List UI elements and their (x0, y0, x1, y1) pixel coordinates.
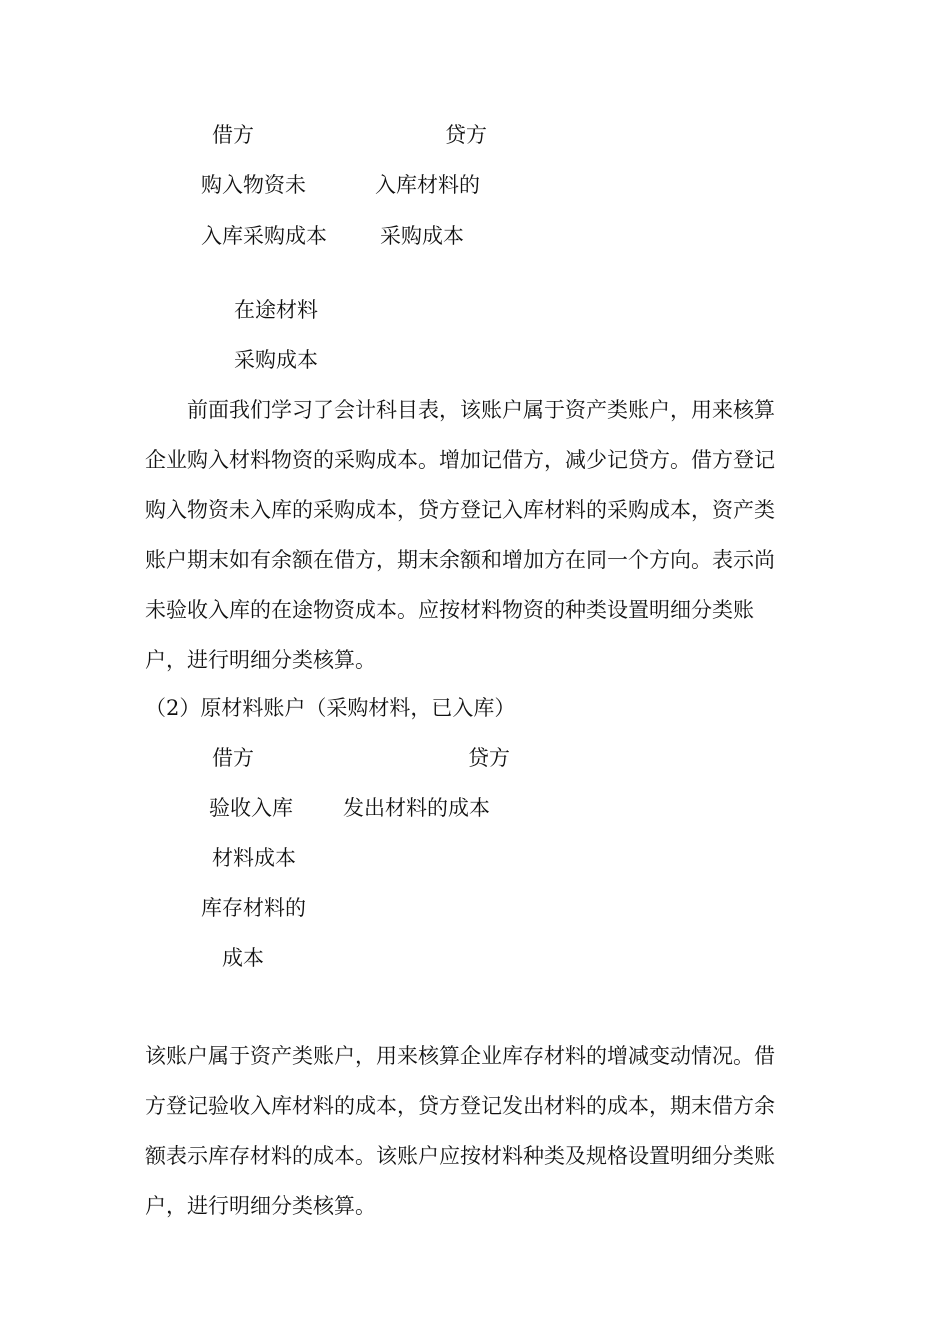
paragraph-2-line: 方登记验收入库材料的成本，贷方登记发出材料的成本，期末借方余 (145, 1094, 775, 1118)
t-account-1-debit-line1: 购入物资未 (201, 173, 306, 197)
paragraph-1-line: 前面我们学习了会计科目表，该账户属于资产类账户，用来核算 (145, 398, 775, 422)
paragraph-1-line: 购入物资未入库的采购成本，贷方登记入库材料的采购成本，资产类 (145, 498, 775, 522)
t-account-2-balance-line2: 成本 (222, 946, 264, 970)
paragraph-1-line: 账户期末如有余额在借方，期末余额和增加方在同一个方向。表示尚 (145, 548, 775, 572)
paragraph-1-line: 未验收入库的在途物资成本。应按材料物资的种类设置明细分类账 (145, 598, 754, 622)
paragraph-2-line: 户，进行明细分类核算。 (145, 1194, 376, 1218)
t-account-1-credit-line1: 入库材料的 (375, 173, 480, 197)
t-account-2-balance-line1: 库存材料的 (201, 896, 306, 920)
t-account-2-debit-header: 借方 (212, 746, 254, 770)
t-account-2-credit-header: 贷方 (468, 746, 510, 770)
t-account-2-debit-line2: 材料成本 (212, 846, 296, 870)
t-account-2-debit-line1: 验收入库 (209, 796, 293, 820)
t-account-1-balance-line1: 在途材料 (234, 298, 318, 322)
t-account-1-credit-line2: 采购成本 (380, 224, 464, 248)
t-account-1-balance-line2: 采购成本 (234, 348, 318, 372)
paragraph-1-line: 企业购入材料物资的采购成本。增加记借方，减少记贷方。借方登记 (145, 448, 775, 472)
paragraph-2-line: 该账户属于资产类账户，用来核算企业库存材料的增减变动情况。借 (145, 1044, 775, 1068)
t-account-2-credit-line1: 发出材料的成本 (343, 796, 490, 820)
t-account-1-debit-line2: 入库采购成本 (201, 224, 327, 248)
section-2-heading: （2）原材料账户（采购材料，已入库） (145, 696, 516, 720)
paragraph-1-line: 户，进行明细分类核算。 (145, 648, 376, 672)
t-account-1-credit-header: 贷方 (445, 123, 487, 147)
paragraph-2-line: 额表示库存材料的成本。该账户应按材料种类及规格设置明细分类账 (145, 1144, 775, 1168)
paragraph-1 (145, 385, 810, 685)
t-account-1-debit-header: 借方 (212, 123, 254, 147)
paragraph-2 (145, 1031, 810, 1231)
